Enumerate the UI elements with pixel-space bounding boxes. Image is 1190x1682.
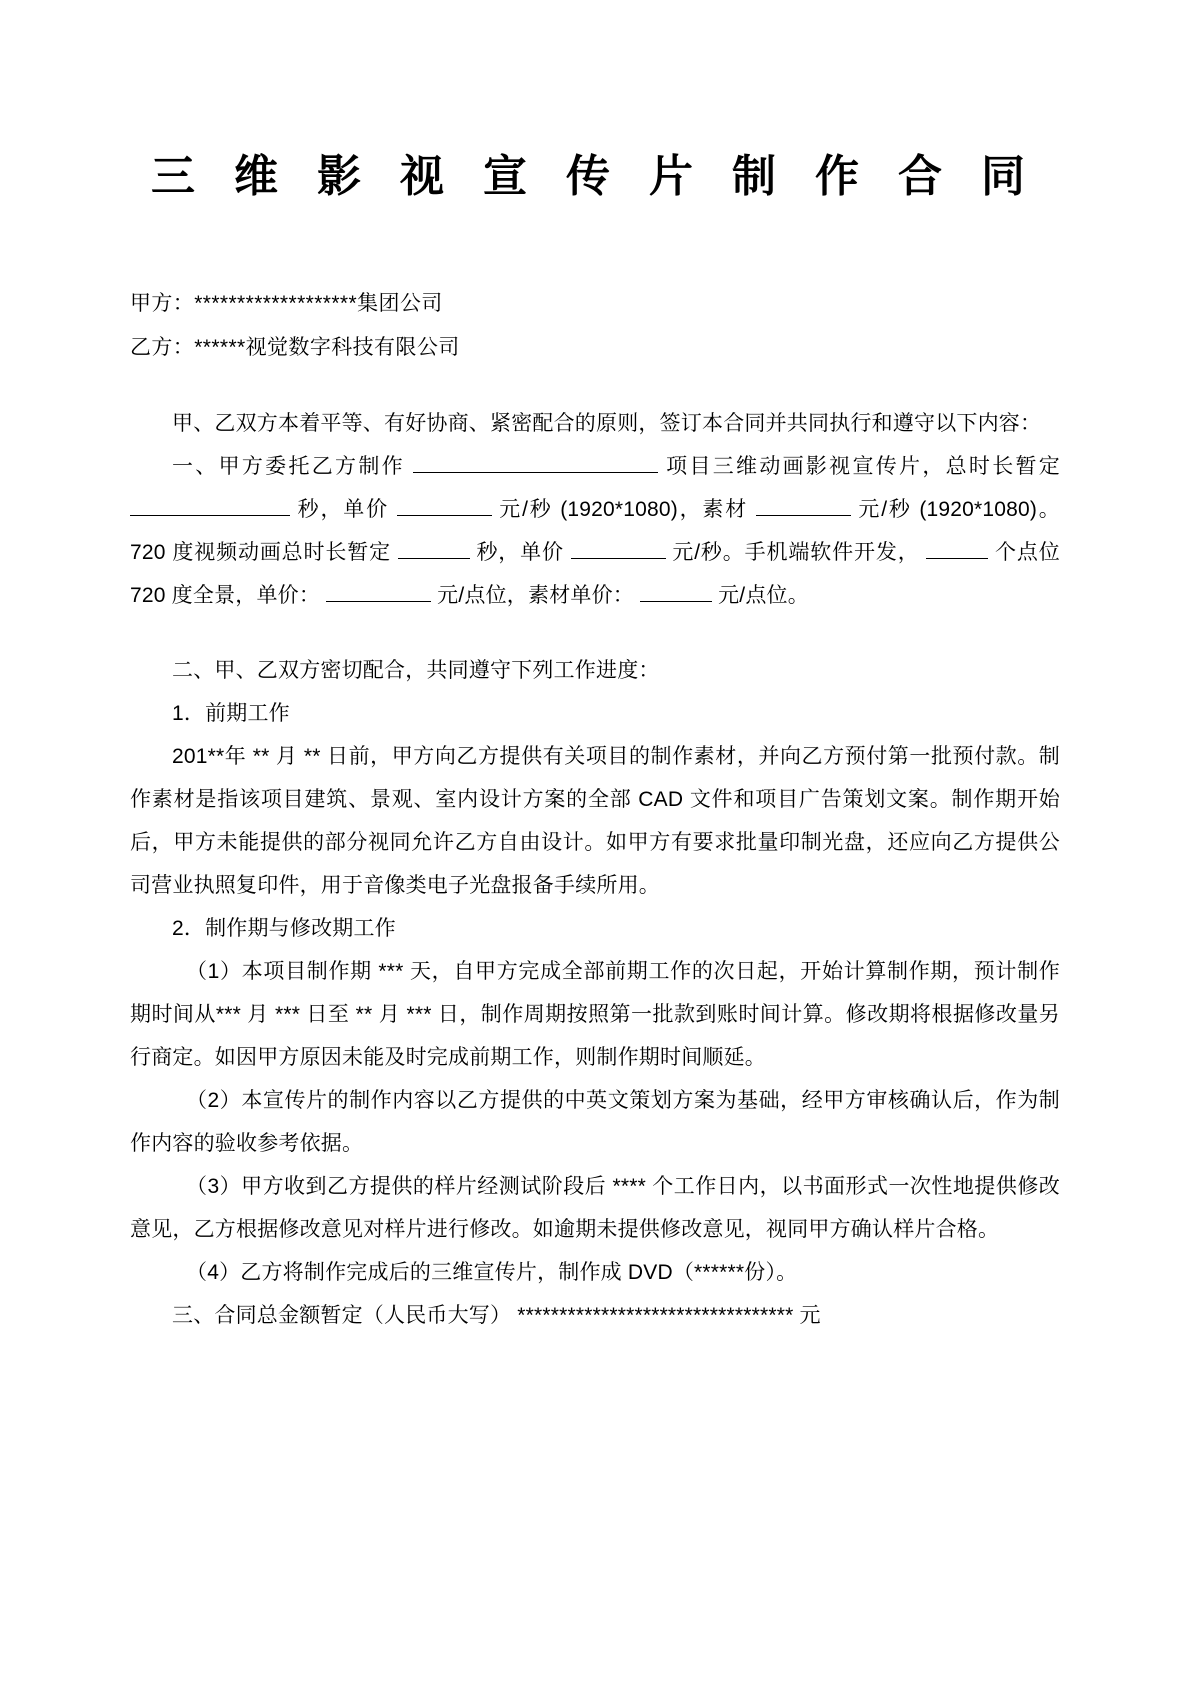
- clause-1-t4: 元/秒 (1920*1080)。720 度视频动画总时长暂定: [130, 498, 1060, 564]
- clause-1-t1: 项目三维动画影视宣传片，总时长暂定: [666, 455, 1060, 478]
- blank-unit-price: [397, 515, 492, 516]
- blank-duration: [130, 515, 290, 516]
- blank-point-unit-price: [326, 601, 431, 602]
- blank-material-price: [756, 515, 851, 516]
- preamble-paragraph: 甲、乙双方本着平等、有好协商、紧密配合的原则，签订本合同并共同执行和遵守以下内容：: [172, 412, 1042, 435]
- clause-1-t6: 元/秒。手机端软件开发，: [672, 541, 920, 564]
- clause-2-sub-1: （1）本项目制作期 *** 天，自甲方完成全部前期工作的次日起，开始计算制作期，预计制作期时间从*** 月 *** 日至 ** 月 *** 日，制作周期按照第一批款到账时间计算。修改期将根据修改量另行商定。如因甲方原因未能及时完成前期工作，则制作期时间顺延。: [130, 960, 1060, 1069]
- clause-1-paragraph: [130, 445, 1060, 617]
- blank-point-count: [926, 558, 988, 559]
- blank-720-unit-price: [571, 558, 666, 559]
- clause-2-sub-3: （3）甲方收到乙方提供的样片经测试阶段后 **** 个工作日内，以书面形式一次性地提供修改意见，乙方根据修改意见对样片进行修改。如逾期未提供修改意见，视同甲方确认样片合格。: [130, 1175, 1060, 1241]
- blank-project-name: [413, 472, 658, 473]
- party-b-line: 乙方：******视觉数字科技有限公司: [130, 336, 460, 359]
- clause-2-item-2-title: 2．制作期与修改期工作: [172, 917, 396, 940]
- blank-720-duration: [398, 558, 470, 559]
- clause-1-t8: 元/点位，素材单价：: [437, 584, 635, 607]
- clause-1-t2: 秒，单价: [297, 498, 389, 521]
- clause-2-sub-2: （2）本宣传片的制作内容以乙方提供的中英文策划方案为基础，经甲方审核确认后，作为制作内容的验收参考依据。: [130, 1089, 1060, 1155]
- clause-2-sub-4: （4）乙方将制作完成后的三维宣传片，制作成 DVD（******份）。: [186, 1261, 798, 1284]
- party-a-line: 甲方：*******************集团公司: [130, 292, 443, 315]
- clause-3-paragraph: 三、合同总金额暂定（人民币大写） ********************************* 元: [172, 1304, 821, 1327]
- clause-2-item-1-body: 201**年 ** 月 ** 日前，甲方向乙方提供有关项目的制作素材，并向乙方预付第一批预付款。制作素材是指该项目建筑、景观、室内设计方案的全部 CAD 文件和项目广告策划文案。制作期开始后，甲方未能提供的部分视同允许乙方自由设计。如甲方有要求批量印制光盘，还应向乙方提供公司营业执照复印件，用于音像类电子光盘报备手续所用。: [130, 745, 1060, 897]
- clause-1-t7: 个点位 720 度全景，单价：: [130, 541, 1060, 607]
- clause-2-heading: 二、甲、乙双方密切配合，共同遵守下列工作进度：: [172, 659, 660, 682]
- document-content: [130, 0, 1060, 1337]
- clause-2-item-1-title: 1．前期工作: [172, 702, 290, 725]
- page-title: 三 维 影 视 宣 传 片 制 作 合 同: [151, 152, 1039, 201]
- clause-1-t3: 元/秒 (1920*1080)，素材: [499, 498, 749, 521]
- clause-1-lead: 一、甲方委托乙方制作: [172, 455, 405, 478]
- parties-block: [130, 282, 1060, 370]
- clause-1-t9: 元/点位。: [718, 584, 809, 607]
- clause-1-t5: 秒，单价: [476, 541, 564, 564]
- blank-point-material-price: [640, 601, 712, 602]
